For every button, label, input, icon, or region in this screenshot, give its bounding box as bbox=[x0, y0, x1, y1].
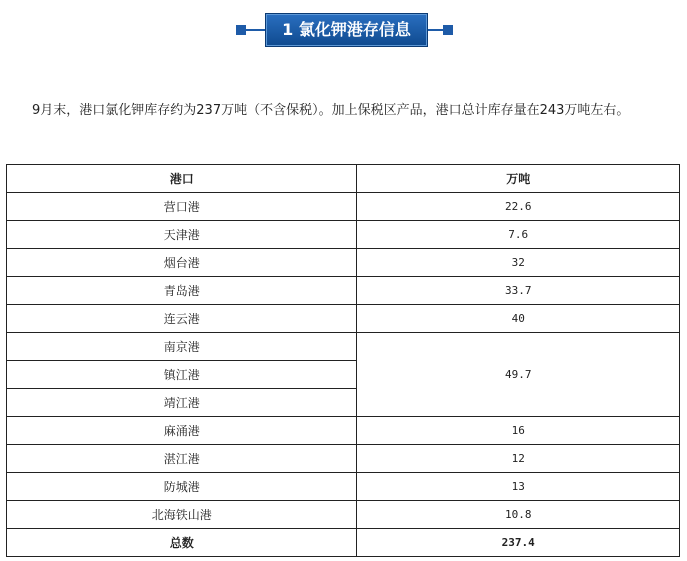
port-name: 青岛港 bbox=[7, 277, 357, 305]
section-banner bbox=[0, 13, 687, 47]
port-name: 营口港 bbox=[7, 193, 357, 221]
table-header-row bbox=[7, 165, 680, 193]
stock-value: 12 bbox=[357, 445, 680, 473]
table-row bbox=[7, 277, 680, 305]
table-row bbox=[7, 193, 680, 221]
column-header-port: 港口 bbox=[7, 165, 357, 193]
port-name: 天津港 bbox=[7, 221, 357, 249]
intro-paragraph: 9月末，港口氯化钾库存约为237万吨（不含保税）。加上保税区产品，港口总计库存量在243万吨左右。 bbox=[32, 103, 630, 118]
stock-value: 33.7 bbox=[357, 277, 680, 305]
table-row bbox=[7, 473, 680, 501]
table-row bbox=[7, 417, 680, 445]
stock-value-merged: 49.7 bbox=[357, 333, 680, 417]
stock-value: 32 bbox=[357, 249, 680, 277]
stock-value: 16 bbox=[357, 417, 680, 445]
table-row bbox=[7, 221, 680, 249]
section-title: 1 氯化钾港存信息 bbox=[265, 13, 428, 47]
port-name: 南京港 bbox=[7, 333, 357, 361]
port-name: 北海铁山港 bbox=[7, 501, 357, 529]
port-name: 靖江港 bbox=[7, 389, 357, 417]
port-name: 连云港 bbox=[7, 305, 357, 333]
table-row bbox=[7, 333, 680, 361]
port-name: 镇江港 bbox=[7, 361, 357, 389]
stock-value: 40 bbox=[357, 305, 680, 333]
port-name: 烟台港 bbox=[7, 249, 357, 277]
table-row bbox=[7, 501, 680, 529]
column-header-unit: 万吨 bbox=[357, 165, 680, 193]
total-label: 总数 bbox=[7, 529, 357, 557]
table-row bbox=[7, 445, 680, 473]
stock-value: 13 bbox=[357, 473, 680, 501]
stock-value: 22.6 bbox=[357, 193, 680, 221]
banner-right-square-icon bbox=[443, 25, 453, 35]
port-name: 防城港 bbox=[7, 473, 357, 501]
port-name: 麻涌港 bbox=[7, 417, 357, 445]
port-name: 湛江港 bbox=[7, 445, 357, 473]
table-total-row bbox=[7, 529, 680, 557]
total-value: 237.4 bbox=[357, 529, 680, 557]
table-row bbox=[7, 249, 680, 277]
banner-left-square-icon bbox=[236, 25, 246, 35]
stock-value: 10.8 bbox=[357, 501, 680, 529]
table-row bbox=[7, 305, 680, 333]
stock-value: 7.6 bbox=[357, 221, 680, 249]
port-stock-table bbox=[6, 164, 680, 557]
